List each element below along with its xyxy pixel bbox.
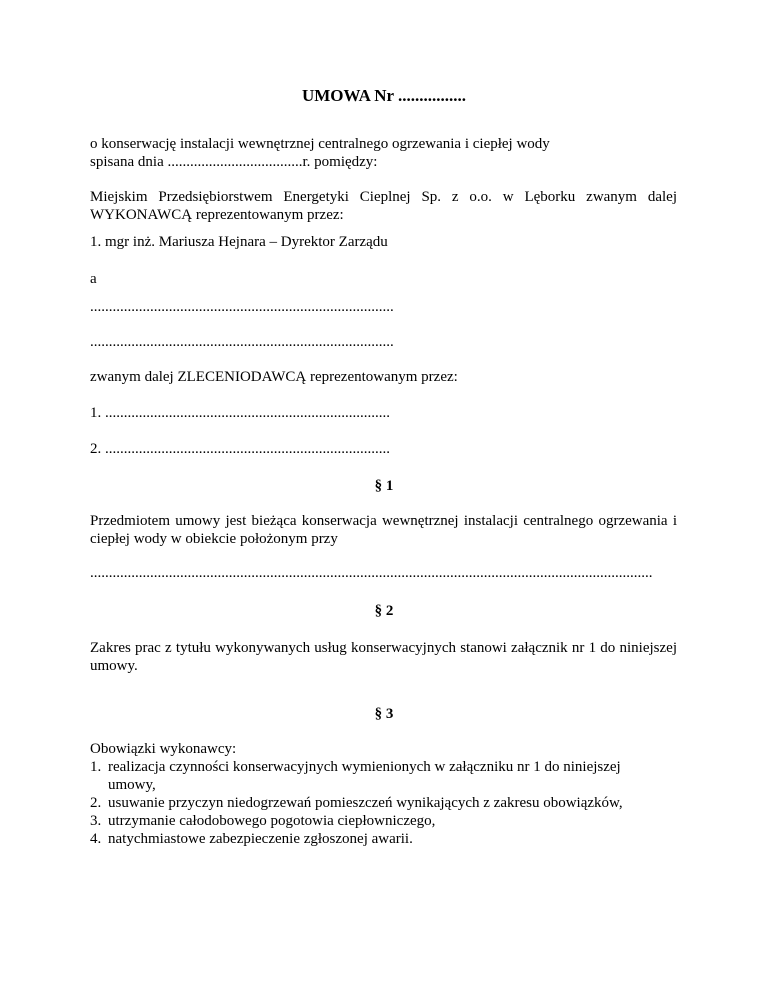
contract-title: UMOWA Nr ................ — [301, 86, 466, 105]
section-1-heading: § 1 — [374, 478, 394, 494]
client-representative-1: 1. ............................................................................ — [90, 405, 390, 421]
list-item-text: realizacja czynności konserwacyjnych wymienionych w załączniku nr 1 do niniejszej — [108, 759, 621, 775]
intro-line-2: spisana dnia ....................................r. pomiędzy: — [90, 154, 378, 170]
contractor-representative: 1. mgr inż. Mariusza Hejnara – Dyrektor Zarządu — [90, 234, 388, 250]
intro-line-1: o konserwację instalacji wewnętrznej centralnego ogrzewania i ciepłej wody — [90, 136, 550, 152]
section-2-body: Zakres prac z tytułu wykonywanych usług konserwacyjnych stanowi załącznik nr 1 do niniejszej umowy. — [90, 640, 677, 674]
list-item — [90, 758, 690, 794]
list-item-number: 3. — [90, 813, 102, 829]
section-1-blank: ...................................................................................................................................................... — [90, 565, 653, 581]
list-item — [90, 794, 690, 812]
client-party: zwanym dalej ZLECENIODAWCĄ reprezentowanym przez: — [90, 369, 458, 385]
client-representative-2: 2. ............................................................................ — [90, 441, 390, 457]
list-item — [90, 812, 690, 830]
list-item-number: 2. — [90, 795, 102, 811]
list-item-number: 4. — [90, 831, 102, 847]
list-item — [90, 830, 690, 848]
list-item-text: utrzymanie całodobowego pogotowia ciepłowniczego, — [108, 813, 436, 829]
client-blank-1: ................................................................................. — [90, 299, 394, 315]
section-3-intro: Obowiązki wykonawcy: — [90, 741, 237, 757]
section-3-heading: § 3 — [374, 706, 394, 722]
section-1-body: Przedmiotem umowy jest bieżąca konserwacja wewnętrznej instalacji centralnego ogrzewania i ciepłej wody w obiekcie położonym przy — [90, 513, 677, 547]
contractor-party: Miejskim Przedsiębiorstwem Energetyki Cieplnej Sp. z o.o. w Lęborku zwanym dalej WYKONAWCĄ reprezentowanym przez: — [90, 189, 677, 223]
section-2-heading: § 2 — [374, 603, 394, 619]
list-item-text: usuwanie przyczyn niedogrzewań pomieszczeń wynikających z zakresu obowiązków, — [108, 795, 623, 811]
client-blank-2: ................................................................................. — [90, 334, 394, 350]
list-item-text-continued: umowy, — [108, 777, 156, 793]
conjunction: a — [90, 271, 97, 287]
list-item-text: natychmiastowe zabezpieczenie zgłoszonej awarii. — [108, 831, 413, 847]
list-item-number: 1. — [90, 759, 102, 775]
